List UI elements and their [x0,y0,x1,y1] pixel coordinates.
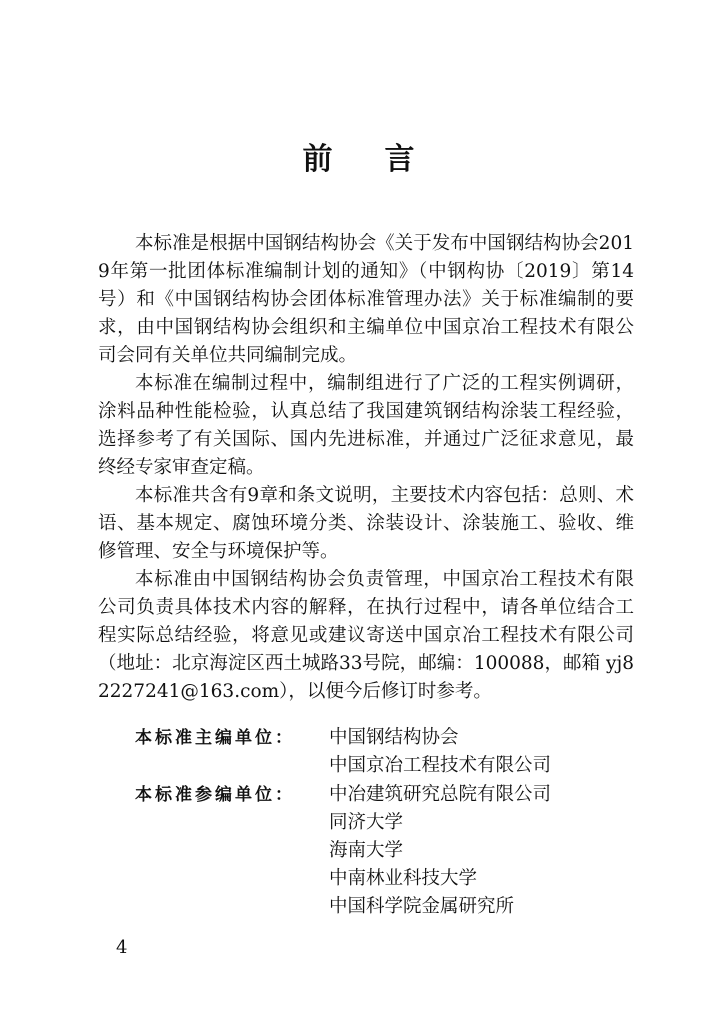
participating-editor-unit: 中国科学院金属研究所 [329,896,515,917]
preface-body [98,230,634,706]
page-title: 前言 [302,142,467,177]
paragraph-1: 本标准是根据中国钢结构协会《关于发布中国钢结构协会2019年第一批团体标准编制计划的通知》（中钢构协〔2019〕第14号）和《中国钢结构协会团体标准管理办法》关于标准编制的要求，由中国钢结构协会组织和主编单位中国京冶工程技术有限公司会同有关单位共同编制完成。 [98,233,634,366]
chief-editor-list [329,724,551,780]
chief-editor-unit: 中国京冶工程技术有限公司 [329,755,552,776]
participating-editor-label: 本标准参编单位： [135,785,295,805]
participating-editor-unit: 中冶建筑研究总院有限公司 [329,784,552,805]
participating-editor-unit: 中南林业科技大学 [329,868,478,889]
participating-editor-unit: 同济大学 [329,812,404,833]
participating-editor-unit: 海南大学 [329,840,404,861]
paragraph-2: 本标准在编制过程中，编制组进行了广泛的工程实例调研，涂料品种性能检验，认真总结了我国建筑钢结构涂装工程经验，选择参考了有关国际、国内先进标准，并通过广泛征求意见，最终经专家审查定稿。 [98,373,634,478]
participating-editor-list [329,781,551,921]
chief-editor-unit: 中国钢结构协会 [329,727,459,748]
participating-editor-row [135,781,655,921]
paragraph-4: 本标准由中国钢结构协会负责管理，中国京冶工程技术有限公司负责具体技术内容的解释，在执行过程中，请各单位结合工程实际总结经验，将意见或建议寄送中国京冶工程技术有限公司（地址：北京海淀区西土城路33号院，邮编：100088，邮箱 yj82227241@163.com），以便今后修订时参考。 [98,569,634,702]
paragraph-3: 本标准共含有9章和条文说明，主要技术内容包括：总则、术语、基本规定、腐蚀环境分类、涂装设计、涂装施工、验收、维修管理、安全与环境保护等。 [98,485,634,562]
chief-editor-row [135,724,655,780]
chief-editor-label: 本标准主编单位： [135,728,295,748]
page-number: 4 [116,937,128,958]
editor-units [135,724,655,922]
